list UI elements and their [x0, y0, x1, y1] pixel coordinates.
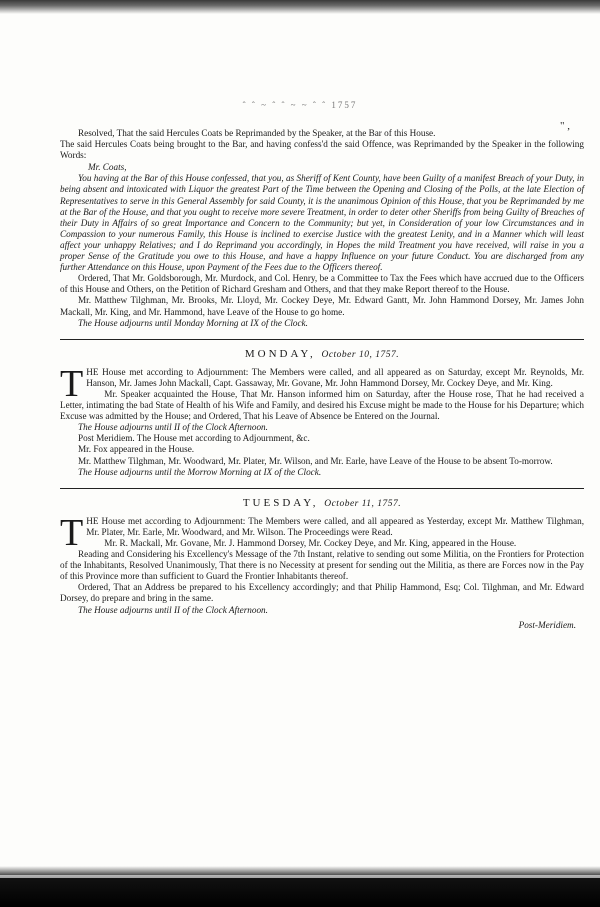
tuesday-date: October 11, 1757. — [324, 498, 402, 509]
tuesday-title: TUESDAY, — [242, 496, 319, 509]
tuesday-paragraph-3: Reading and Considering his Excellency's Message of the 7th Instant, relative to sending out some Militia, on the Frontiers for Protection of the Inhabitants, Resolved Unanimously, That there is no Necessity at present for sending out the Militia, as there are Forces now in the Pay of this Province more than sufficient to Guard the Frontier Inhabitants thereof. — [60, 549, 584, 582]
monday-paragraph-6: Mr. Matthew Tilghman, Mr. Woodward, Mr. Plater, Mr. Wilson, and Mr. Earle, have Leave of the House to be absent To-morrow. — [78, 455, 553, 466]
tuesday-paragraph-4: Ordered, That an Address be prepared to his Excellency accordingly; and that Philip Hammond, Esq; Col. Tilghman, and Mr. Edward Dorsey, do prepare and bring in the same. — [60, 582, 584, 604]
margin-mark: " , — [560, 120, 570, 132]
monday-paragraph-7: The House adjourns until the Morrow Morning at IX of the Clock. — [78, 466, 322, 477]
leave-paragraph: Mr. Matthew Tilghman, Mr. Brooks, Mr. Lloyd, Mr. Cockey Deye, Mr. Edward Gantt, Mr. John Hammond Dorsey, Mr. James John Mackall, Mr. King, and Mr. Hammond, have Leave of the House to go home. — [60, 295, 584, 317]
monday-heading — [60, 349, 584, 361]
drop-cap: T — [60, 362, 84, 405]
post-meridiem-signoff: Post-Meridiem. — [518, 619, 576, 630]
page-body — [60, 128, 584, 631]
tuesday-heading — [60, 498, 584, 510]
tuesday-paragraph-2: Mr. R. Mackall, Mr. Govane, Mr. J. Hammond Dorsey, Mr. Cockey Deye, and Mr. King, appeared in the House. — [104, 538, 517, 548]
monday-para1-text: HE House met according to Adjournment: The Members were called, and all appeared as on Saturday, except Mr. Reynolds, Mr. Hanson, Mr. James John Mackall, Capt. Gassaway, Mr. Govane, Mr. John Hammond Dorsey, Mr. Cockey Deye, and Mr. King. — [86, 366, 584, 388]
monday-date: October 10, 1757. — [321, 349, 400, 360]
scan-bottom-line — [0, 875, 600, 878]
ordered-paragraph: Ordered, That Mr. Goldsborough, Mr. Murdock, and Col. Henry, be a Committee to Tax the Fees which have accrued due to the Officers of this House and Others, on the Petition of Richard Gresham and Others, and that they make Report thereof to the House. — [60, 273, 584, 295]
section-divider — [60, 339, 584, 340]
brought-paragraph: The said Hercules Coats being brought to the Bar, and having confess'd the said Offence, was Reprimanded by the Speaker in the following Words: — [60, 139, 584, 161]
tuesday-paragraph-5: The House adjourns until II of the Clock Afternoon. — [78, 604, 268, 615]
monday-paragraph-5: Mr. Fox appeared in the House. — [78, 444, 195, 455]
tuesday-para1-text: HE House met according to Adjournment: The Members were called, and all appeared as Yesterday, except Mr. Matthew Tilghman, Mr. Plater, Mr. Earle, Mr. Woodward, and Mr. Wilson. The Proceedings were Read. — [86, 515, 584, 537]
resolution-paragraph: Resolved, That the said Hercules Coats be Reprimanded by the Speaker, at the Bar of this House. — [78, 128, 436, 138]
scan-bottom-edge — [0, 866, 600, 907]
section-divider — [60, 488, 584, 489]
monday-title: MONDAY, — [244, 347, 316, 360]
drop-cap: T — [60, 511, 84, 554]
running-head: ˆ ˆ ~ ˆ ˆ ~ ~ ˆ ˆ 1757 — [242, 100, 358, 110]
adjourn-paragraph: The House adjourns until Monday Morning at IX of the Clock. — [78, 317, 308, 328]
reprimand-speech: You having at the Bar of this House confessed, that you, as Sheriff of Kent County, have been Guilty of a manifest Breach of your Duty, in being absent and intoxicated with Liquor the greatest Part of the Time between the Opening and Closing of the Polls, at the late Election of Representatives to serve in this General Assembly for said County, it is the unanimous Opinion of this House, that you be Reprimanded by me at the Bar of the House, and that you ought to receive more severe Treatment, in order to deter other Sheriffs from being Guilty of Breaches of their Duty in Affairs of so great Importance and Concern to the Community; but yet, in Consideration of your low Circumstances and in Compassion to your numerous Family, this House is inclined to exercise Justice with the greatest Lenity, and in a Manner which will least affect your unhappy Relatives; and I do Reprimand you accordingly, in Hopes the mild Treatment you have received, will raise in you a proper Sense of the Gratitude you owe to this House, and have a happy Influence on your future Conduct. You are discharged from any further Attendance on this House, upon Payment of the Fees due to the Officers thereof. — [60, 173, 584, 273]
monday-paragraph-2: Mr. Speaker acquainted the House, That Mr. Hanson informed him on Saturday, after the House rose, That he had received a Letter, intimating the bad State of Health of his Wife and Family, and desired his Excuse might be made to the House for his Departure; which Excuse was admitted by the House; and Ordered, That his Leave of Absence be Entered on the Journal. — [60, 388, 584, 422]
monday-paragraph-3: The House adjourns until II of the Clock Afternoon. — [78, 422, 268, 433]
salutation: Mr. Coats, — [88, 162, 127, 173]
monday-paragraph-4: Post Meridiem. The House met according to Adjournment, &c. — [78, 433, 310, 444]
scan-top-edge — [0, 0, 600, 14]
